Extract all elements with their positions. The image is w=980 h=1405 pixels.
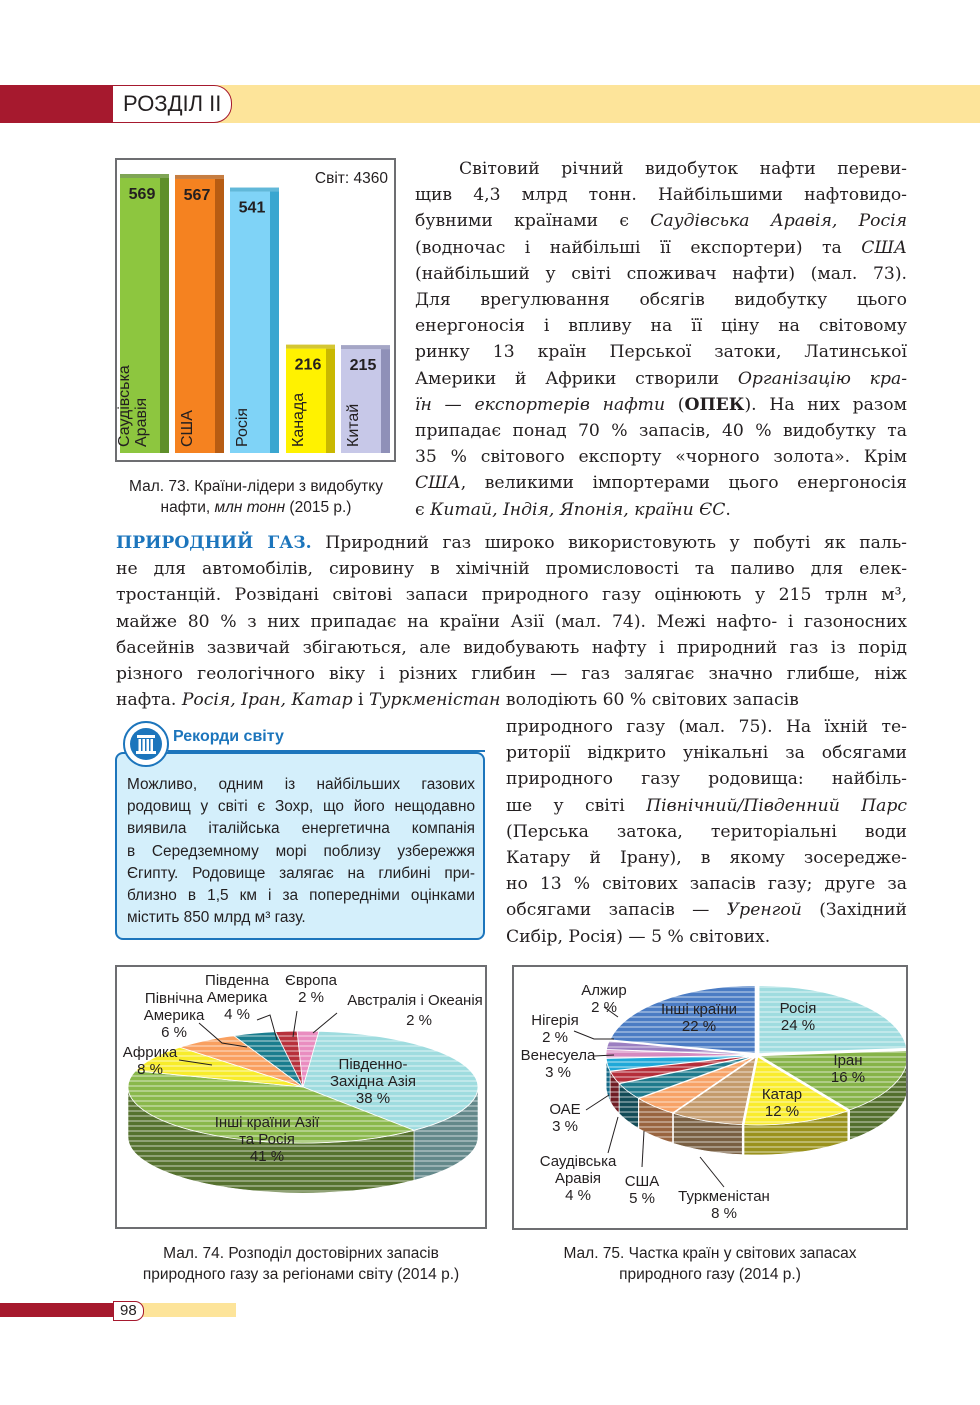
header-band-yellow <box>120 85 980 123</box>
text-run: Сибір, Росія) — 5 % світових. <box>506 926 771 947</box>
text-line <box>415 418 907 444</box>
pie-label: Інші країни Азії <box>214 1114 320 1131</box>
pie-label: 2 % <box>591 999 617 1016</box>
bar-side <box>215 179 224 453</box>
leader-line <box>700 1157 724 1187</box>
pie-label: Катар <box>761 1086 803 1103</box>
text-line <box>415 235 907 261</box>
section-heading: ПРИРОДНИЙ ГАЗ. <box>116 533 312 553</box>
pie-label: Америка <box>143 1007 205 1024</box>
pie-label: Африка <box>122 1044 178 1061</box>
text-run: є <box>415 499 431 520</box>
text-line <box>506 714 907 740</box>
pie-label: 12 % <box>764 1103 800 1120</box>
pie-label: США <box>624 1173 660 1190</box>
pie-label: Південно- <box>338 1056 408 1073</box>
bar <box>175 175 224 453</box>
pie-label: Іран <box>833 1052 863 1069</box>
records-text-line: близно в 1,5 км і за попередніми оцінками <box>127 887 475 905</box>
bar-country-label: Канада <box>290 392 307 447</box>
text-run: Природний газ широко використовують у побуті як паль- <box>311 533 907 553</box>
bar <box>341 345 390 453</box>
column-icon <box>125 723 167 765</box>
text-run: ОПЕК <box>684 394 745 415</box>
records-text-line: виявила італійська енергетична компанія <box>127 820 475 838</box>
bar <box>230 188 279 453</box>
text-line <box>506 897 907 923</box>
text-run: Америки й Африки створили <box>415 368 738 389</box>
bar-side <box>160 178 169 453</box>
pie-label: Америка <box>206 989 268 1006</box>
bar-value-label: 567 <box>183 186 211 204</box>
text-line <box>116 609 907 635</box>
gas-paragraph-continued <box>506 714 907 950</box>
bar-side <box>326 349 335 453</box>
records-text-line: містить 850 млрд м³ газу. <box>127 909 306 927</box>
text-run: володіють 60 % світових запасів <box>500 690 799 711</box>
countries-pie-chart <box>514 967 906 1228</box>
pie-label: Західна Азія <box>329 1073 417 1090</box>
text-run: басейнів зазвичай збігаються, але видобувають нафту і природний газ із порід <box>116 637 907 658</box>
bar-top <box>175 175 224 179</box>
text-run: різного геологічного віку і різних глибин — газ залягає значно глибше, ніж <box>116 664 907 685</box>
text-run: ( <box>665 394 685 415</box>
text-line <box>116 661 907 687</box>
text-run: енергоносія і впливу на її ціну на світовому <box>415 316 907 337</box>
figure-73-caption: Мал. 73. Країни-лідери з видобутку нафти, млн тонн (2015 р.) <box>129 478 383 516</box>
pie-label: Південна <box>205 972 269 989</box>
pie-label: 24 % <box>780 1017 816 1034</box>
text-line <box>415 182 907 208</box>
text-run: , великими імпортерами цього енергоносія <box>460 473 907 494</box>
footer-band-red <box>0 1303 120 1317</box>
text-run: но 13 % світових запасів газу; друге за <box>506 874 907 895</box>
records-box <box>115 752 485 940</box>
text-line <box>116 582 907 608</box>
pie-label: Нігерія <box>531 1012 579 1029</box>
oil-bar-chart-frame <box>115 158 396 462</box>
pie-label: Австралія і Океанія <box>347 992 483 1009</box>
text-run: Світовий річний видобуток нафти переви- <box>459 159 907 179</box>
regions-pie-chart <box>117 967 485 1227</box>
text-run: . <box>725 499 731 520</box>
text-line <box>415 392 907 418</box>
text-line <box>415 261 907 287</box>
text-run: природного газу родовища: найбіль- <box>506 769 907 790</box>
text-run: 35 % світового експорту «чорного золота». Крім <box>415 447 907 468</box>
text-line <box>415 366 907 392</box>
text-run: тростанцій. Розвідані світові запаси природного газу оцінюють у 215 трлн м³, <box>116 585 907 606</box>
pie-label: 16 % <box>830 1069 866 1086</box>
pie-label: 4 % <box>224 1006 250 1023</box>
oil-bar-chart <box>117 160 394 460</box>
world-total-label: Світ: 4360 <box>314 170 388 187</box>
pie-label: Венесуела <box>520 1047 596 1064</box>
text-line <box>116 635 907 661</box>
gas-paragraph <box>116 530 907 713</box>
text-run: майже 80 % з них припадає на країни Азії (мал. 74). Межі нафто- і газоносних <box>116 611 907 632</box>
pie-label: 2 % <box>542 1029 568 1046</box>
bar-country-label: Китай <box>345 403 362 447</box>
text-run: їн — експортерів нафти <box>415 394 666 415</box>
bar-top <box>120 174 169 178</box>
text-run: Китай, Індія, Японія, країни ЄС <box>430 499 726 520</box>
text-run: нафта. <box>116 690 182 711</box>
text-run: природного газу (мал. 75). На їхній те- <box>506 717 907 737</box>
leader-line <box>313 1013 337 1033</box>
text-run: Катару й Ірану), в якому зосередже- <box>506 848 907 869</box>
countries-pie-chart-frame <box>512 965 908 1230</box>
bar-side <box>270 192 279 453</box>
pie-label: Саудівська <box>539 1153 617 1170</box>
text-run: бувними країнами є <box>415 211 651 232</box>
figure-75-caption: Мал. 75. Частка країн у світових запасах природного газу (2014 р.) <box>563 1245 857 1283</box>
text-run: щив 4,3 млрд тонн. Найбільшими нафтовидо- <box>415 185 907 206</box>
text-line <box>116 530 907 556</box>
bar-country-label: США <box>179 410 196 447</box>
text-line <box>506 819 907 845</box>
pie-label: 22 % <box>681 1018 717 1035</box>
footer-band-yellow <box>140 1303 236 1317</box>
pie-label: 41 % <box>249 1148 285 1165</box>
bar-country-label: Аравія <box>133 397 150 447</box>
section-title: РОЗДІЛ ІІ <box>112 85 232 123</box>
pie-label: 5 % <box>629 1190 655 1207</box>
bar-top <box>230 188 279 192</box>
text-run: риторії відкрито унікальні за обсягами <box>506 743 907 764</box>
text-run: (Західний <box>801 900 907 921</box>
text-run: Туркменістан <box>369 690 501 711</box>
text-run: і <box>352 690 370 711</box>
bar-country-label: Росія <box>234 407 251 447</box>
text-line <box>506 740 907 766</box>
text-line <box>506 871 907 897</box>
header-band-red <box>0 85 130 123</box>
text-run: (водночас і найбільші її експортери) та <box>415 237 862 258</box>
text-line <box>506 924 907 950</box>
bar-value-label: 569 <box>128 186 156 203</box>
text-line <box>415 208 907 234</box>
pie-label: 4 % <box>565 1187 591 1204</box>
pie-label: Європа <box>285 972 337 989</box>
text-line <box>415 313 907 339</box>
text-run: США <box>415 473 461 494</box>
text-run: Уренгой <box>726 900 802 921</box>
figure-74-caption: Мал. 74. Розподіл достовірних запасів природного газу за регіонами світу (2014 р.) <box>142 1245 460 1283</box>
records-text-line: Можливо, одним із найбільших газових <box>127 776 475 793</box>
text-run: Для врегулювання обсягів видобутку цього <box>415 290 907 311</box>
text-run: США <box>861 237 907 258</box>
text-run: ринку 13 країн Перської затоки, Латинської <box>415 342 907 363</box>
text-run: Організацію кра- <box>737 368 907 389</box>
text-line <box>415 287 907 313</box>
bar <box>117 174 169 453</box>
text-run: (Перська затока, територіальні води <box>506 821 907 842</box>
text-run: Росія, Іран, Катар <box>181 690 353 711</box>
text-line <box>116 687 907 713</box>
pie-label: 3 % <box>545 1064 571 1081</box>
records-text-line: в Середземному морі поблизу узбережжя <box>127 842 475 860</box>
bar-top <box>341 345 390 349</box>
text-run: Саудівська Аравія, Росія <box>650 211 907 232</box>
bar-value-label: 215 <box>349 357 377 375</box>
pie-label: Алжир <box>581 982 627 999</box>
text-line <box>415 470 907 496</box>
oil-paragraph <box>415 156 907 523</box>
text-line <box>506 845 907 871</box>
bar-value-label: 541 <box>238 199 266 217</box>
pie-label: Північна <box>144 990 204 1007</box>
text-line <box>506 766 907 792</box>
text-line <box>116 556 907 582</box>
text-run: не для автомобілів, сировину в хімічній промисловості та паливо для елек- <box>116 559 907 580</box>
pie-label: Росія <box>779 1000 817 1017</box>
text-run: (найбільший у світі споживач нафти) (мал. 73). <box>415 263 907 284</box>
bar-country-label: Саудівська <box>117 365 133 447</box>
pie-label: Туркменістан <box>678 1188 770 1205</box>
records-text-line: Єгипту. Родовище залягає на глибині при- <box>127 864 475 882</box>
bar-side <box>381 349 390 453</box>
page-number: 98 <box>113 1301 144 1321</box>
bar <box>286 345 335 453</box>
text-run: Північний/Південний Парс <box>646 795 907 816</box>
records-text-line: родовищ у світі є Зохр, що його нещодавно <box>127 798 475 816</box>
pie-label: ОАЕ <box>549 1101 581 1118</box>
text-run: ше у світі <box>506 795 647 816</box>
pie-label: та Росія <box>239 1131 295 1148</box>
pie-label: 2 % <box>406 1012 432 1029</box>
text-line <box>506 793 907 819</box>
text-run: ). На них разом <box>744 394 907 415</box>
bar-top <box>286 345 335 349</box>
text-run: припадає понад 70 % запасів, 40 % видобутку та <box>415 421 907 442</box>
pie-label: Інші країни <box>660 1001 738 1018</box>
pie-label: 8 % <box>137 1061 163 1078</box>
bar-value-label: 216 <box>294 356 322 374</box>
pie-label: 6 % <box>161 1024 187 1041</box>
text-line <box>415 497 907 523</box>
text-line <box>415 444 907 470</box>
pie-label: Аравія <box>554 1170 602 1187</box>
pie-label: 2 % <box>298 989 324 1006</box>
text-run: обсягами запасів — <box>506 900 727 921</box>
text-line <box>415 339 907 365</box>
pie-label: 8 % <box>711 1205 737 1222</box>
records-badge <box>123 721 169 767</box>
pie-label: 3 % <box>552 1118 578 1135</box>
pie-label: 38 % <box>355 1090 391 1107</box>
text-line <box>415 156 907 182</box>
regions-pie-chart-frame <box>115 965 487 1229</box>
records-title: Рекорди світу <box>173 728 284 745</box>
